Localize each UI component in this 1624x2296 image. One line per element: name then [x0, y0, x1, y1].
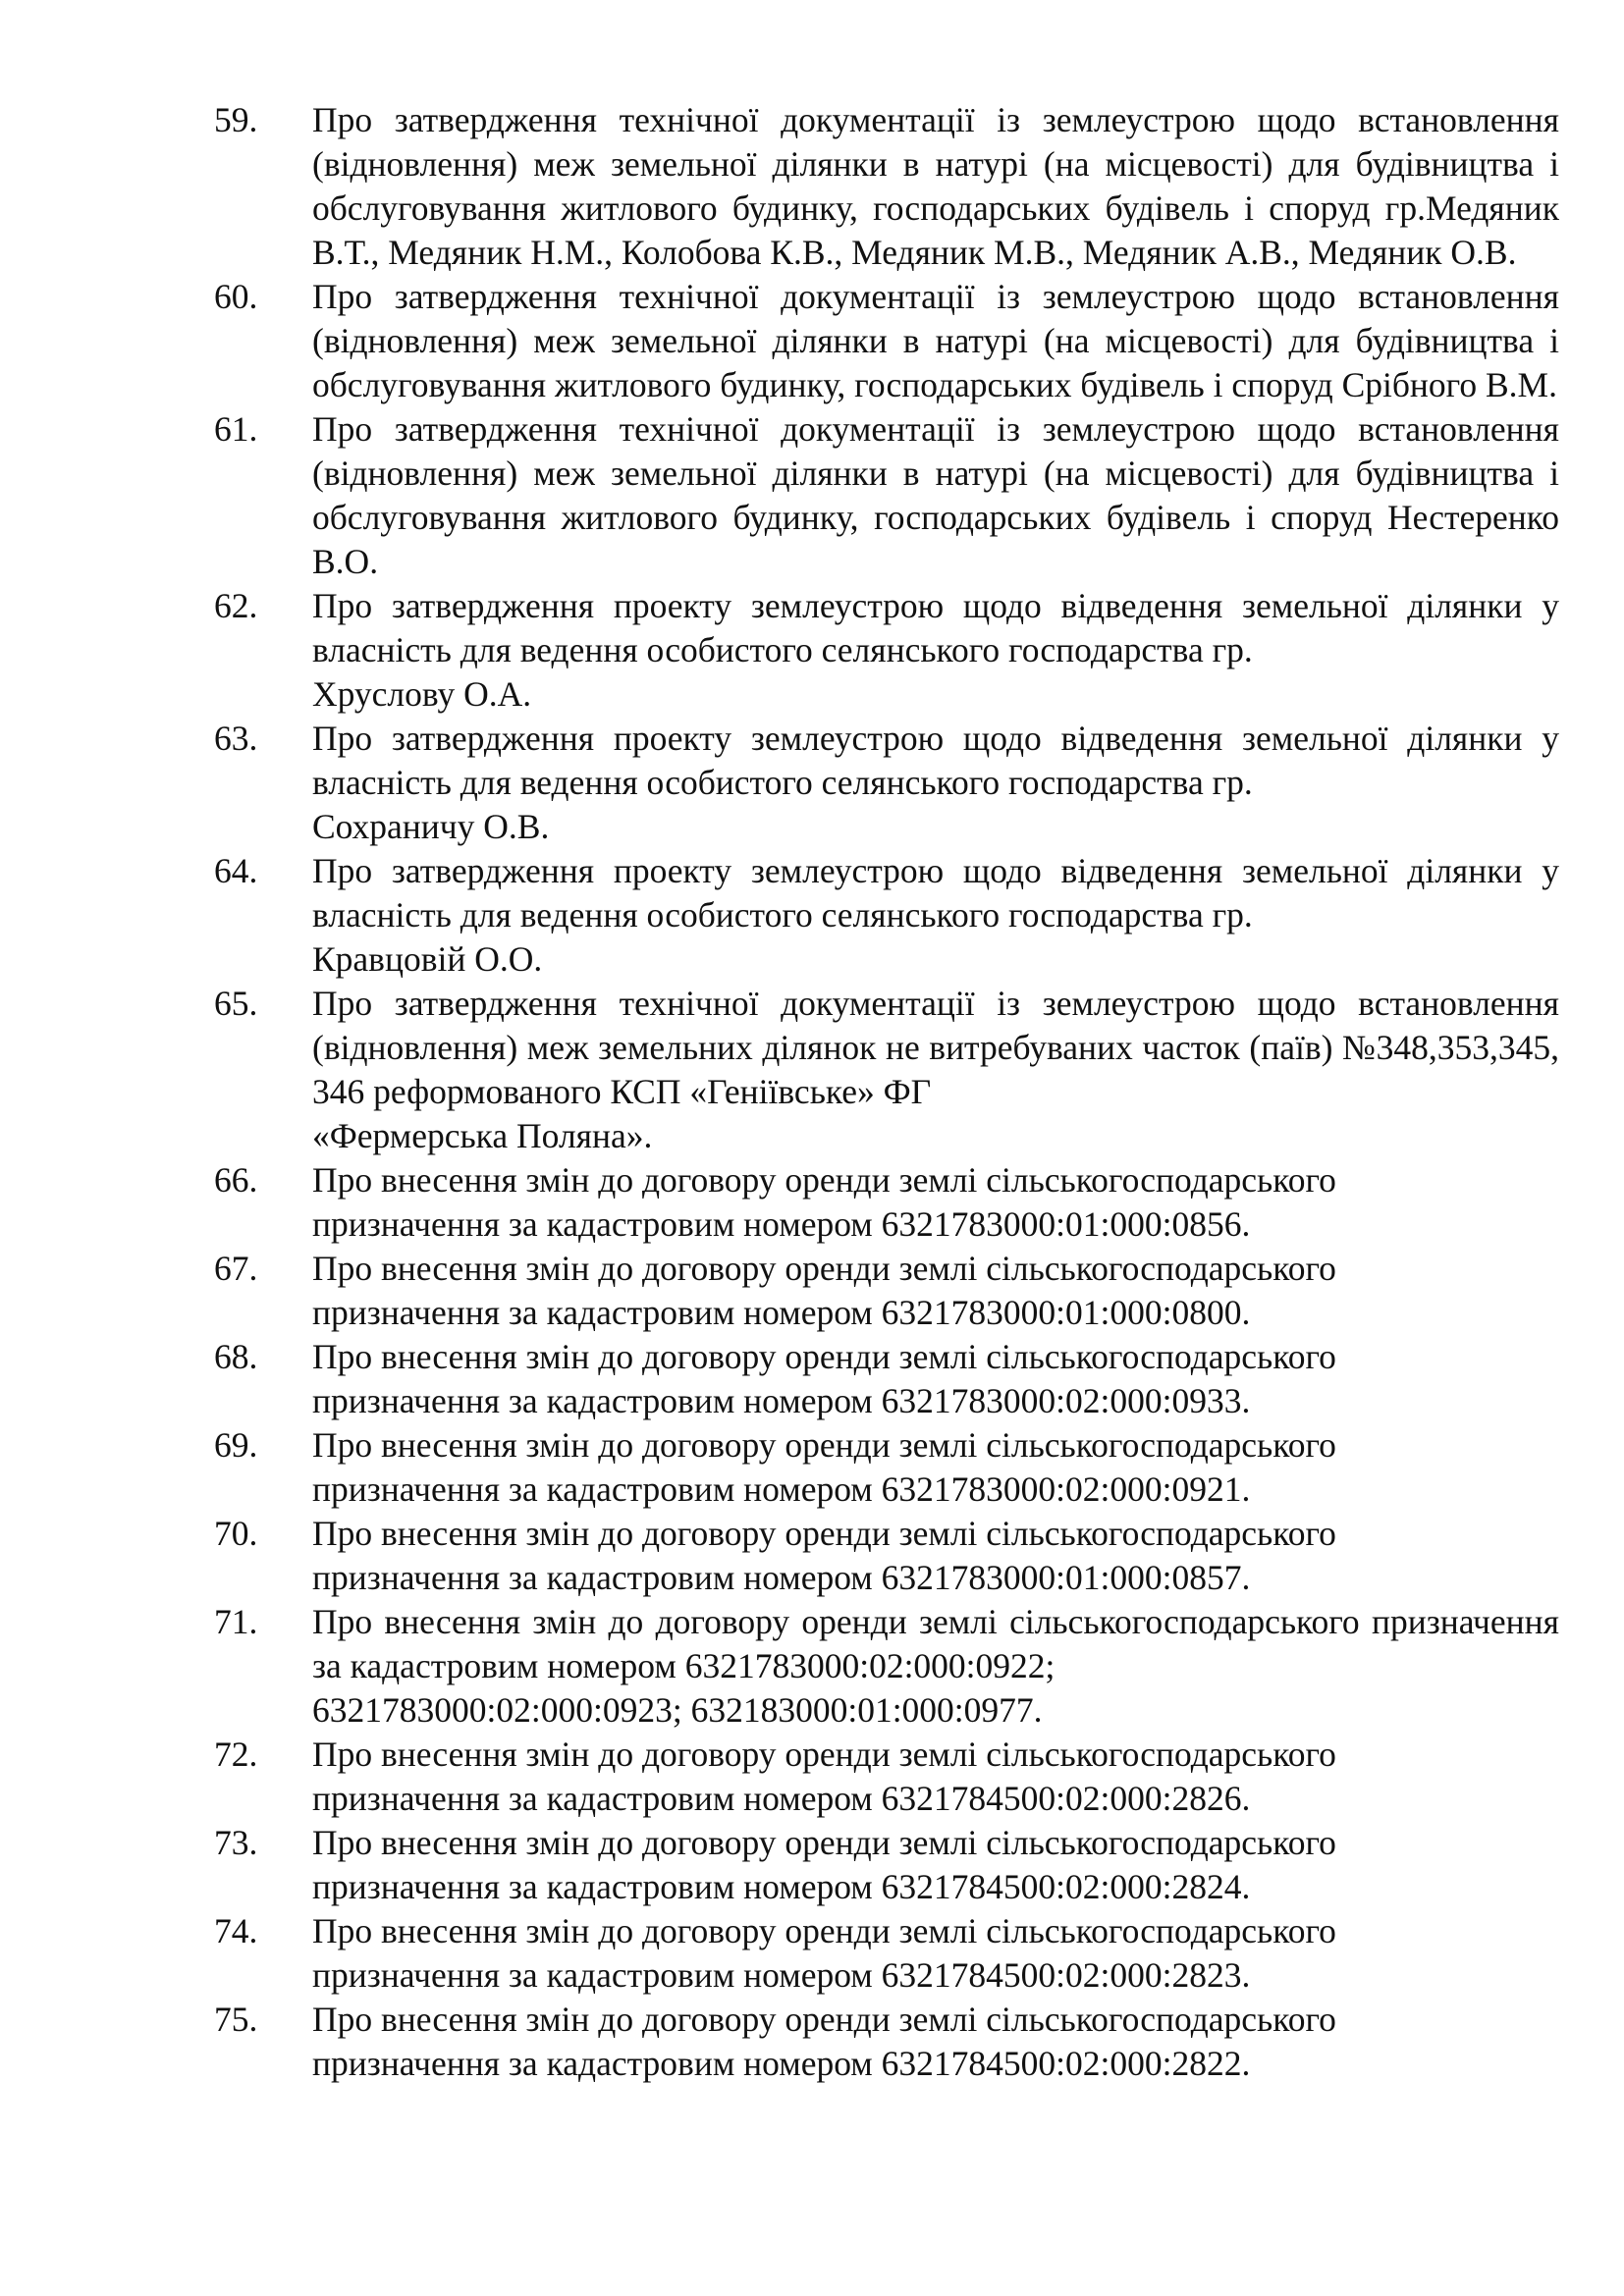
agenda-item	[0, 1600, 1624, 1733]
agenda-item-number: 64.	[214, 851, 258, 890]
agenda-item-text: Про затвердження технічної документації із землеустрою щодо встановлення (відновлення) меж земельних ділянок не витребуваних часток (паїв) №348,353,345, 346 реформованого КСП «Геніївське» ФГ «Фермерська Поляна».	[312, 984, 1559, 1155]
agenda-item-number: 62.	[214, 586, 258, 625]
agenda-item-number: 60.	[214, 277, 258, 316]
agenda-item-text: Про затвердження проекту землеустрою щодо відведення земельної ділянки у власність для ведення особистого селянського господарства гр. Кравцовій О.О.	[312, 851, 1559, 979]
agenda-item-text: Про внесення змін до договору оренди землі сільськогосподарського призначення за кадастровим номером 6321783000:02:000:0921.	[312, 1425, 1336, 1509]
agenda-item	[0, 1247, 1624, 1335]
agenda-item	[0, 98, 1624, 275]
agenda-item-text: Про внесення змін до договору оренди землі сільськогосподарського призначення за кадастровим номером 6321783000:02:000:0933.	[312, 1337, 1336, 1420]
agenda-item-number: 72.	[214, 1735, 258, 1774]
agenda-item	[0, 849, 1624, 982]
agenda-item	[0, 275, 1624, 407]
agenda-item-text: Про внесення змін до договору оренди землі сільськогосподарського призначення за кадастровим номером 6321783000:01:000:0856.	[312, 1160, 1336, 1244]
agenda-item-number: 63.	[214, 719, 258, 758]
agenda-item	[0, 1821, 1624, 1909]
agenda-item-text: Про внесення змін до договору оренди землі сільськогосподарського призначення за кадастровим номером 6321784500:02:000:2826.	[312, 1735, 1336, 1818]
agenda-item	[0, 1998, 1624, 2086]
agenda-item-number: 66.	[214, 1160, 258, 1200]
agenda-list	[0, 98, 1624, 2086]
agenda-item-text: Про затвердження технічної документації із землеустрою щодо встановлення (відновлення) меж земельної ділянки в натурі (на місцевості) для будівництва і обслуговування житлового будинку, господарських будівель і споруд Нестеренко В.О.	[312, 409, 1559, 581]
agenda-item	[0, 1733, 1624, 1821]
agenda-item-number: 67.	[214, 1249, 258, 1288]
agenda-item-text: Про затвердження технічної документації із землеустрою щодо встановлення (відновлення) меж земельної ділянки в натурі (на місцевості) для будівництва і обслуговування житлового будинку, господарських будівель і споруд Срібного В.М.	[312, 277, 1559, 404]
agenda-item-number: 70.	[214, 1514, 258, 1553]
agenda-item	[0, 1335, 1624, 1423]
agenda-item-number: 73.	[214, 1823, 258, 1862]
agenda-item-text: Про внесення змін до договору оренди землі сільськогосподарського призначення за кадастровим номером 6321783000:01:000:0800.	[312, 1249, 1336, 1332]
agenda-item-text: Про внесення змін до договору оренди землі сільськогосподарського призначення за кадастровим номером 6321784500:02:000:2822.	[312, 2000, 1336, 2083]
agenda-item	[0, 1512, 1624, 1600]
agenda-item-text: Про внесення змін до договору оренди землі сільськогосподарського призначення за кадастровим номером 6321783000:01:000:0857.	[312, 1514, 1336, 1597]
agenda-item-text: Про внесення змін до договору оренди землі сільськогосподарського призначення за кадастровим номером 6321784500:02:000:2824.	[312, 1823, 1336, 1906]
agenda-item-number: 59.	[214, 100, 258, 139]
agenda-item-text: Про внесення змін до договору оренди землі сільськогосподарського призначення за кадастровим номером 6321783000:02:000:0922; 6321783000:02:000:0923; 632183000:01:000:0977.	[312, 1602, 1559, 1730]
agenda-item-number: 65.	[214, 984, 258, 1023]
agenda-item-number: 74.	[214, 1911, 258, 1950]
agenda-item-number: 71.	[214, 1602, 258, 1641]
agenda-item	[0, 407, 1624, 584]
agenda-item	[0, 717, 1624, 849]
agenda-item-number: 61.	[214, 409, 258, 449]
agenda-item	[0, 1158, 1624, 1247]
agenda-item	[0, 1909, 1624, 1998]
agenda-item-number: 68.	[214, 1337, 258, 1376]
agenda-item-number: 69.	[214, 1425, 258, 1465]
agenda-item	[0, 982, 1624, 1158]
agenda-item-text: Про затвердження технічної документації із землеустрою щодо встановлення (відновлення) меж земельної ділянки в натурі (на місцевості) для будівництва і обслуговування житлового будинку, господарських будівель і споруд гр.Медяник В.Т., Медяник Н.М., Колобова К.В., Медяник М.В., Медяник А.В., Медяник О.В.	[312, 100, 1559, 272]
agenda-item-text: Про затвердження проекту землеустрою щодо відведення земельної ділянки у власність для ведення особистого селянського господарства гр. Хруслову О.А.	[312, 586, 1559, 714]
agenda-item-text: Про внесення змін до договору оренди землі сільськогосподарського призначення за кадастровим номером 6321784500:02:000:2823.	[312, 1911, 1336, 1995]
agenda-item-number: 75.	[214, 2000, 258, 2039]
agenda-item	[0, 584, 1624, 717]
agenda-item-text: Про затвердження проекту землеустрою щодо відведення земельної ділянки у власність для ведення особистого селянського господарства гр. Сохраничу О.В.	[312, 719, 1559, 846]
agenda-item	[0, 1423, 1624, 1512]
